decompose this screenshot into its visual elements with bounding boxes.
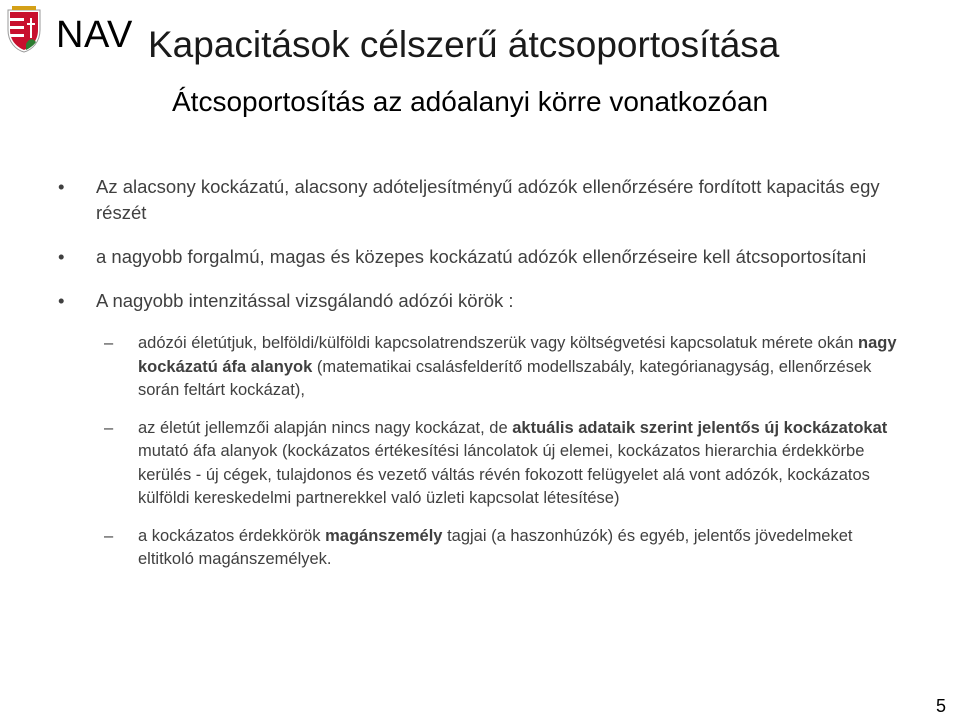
sub-bullet-text: a kockázatos érdekkörök — [138, 526, 326, 545]
bullet-marker: • — [58, 246, 65, 267]
sub-bullet-emphasis: magánszemély — [325, 526, 443, 545]
sub-bullet-text: (matematikai csalásfelderítő modellszabály, kategórianagyság, ellenőrzések során feltárt kockázat), — [138, 357, 872, 399]
sub-list-item — [58, 332, 908, 403]
sub-bullet-text: az életút jellemzői alapján nincs nagy kockázat, de — [138, 418, 513, 437]
bullet-text: Az alacsony kockázatú, alacsony adóteljesítményű adózók ellenőrzésére fordított kapacitás egy részét — [96, 176, 880, 223]
hungarian-coat-of-arms-icon — [4, 4, 44, 54]
sub-bullet-text: mutató áfa alanyok (kockázatos értékesítési láncolatok új elemei, kockázatos hierarchia érdekkörbe kerülés - új cégek, tulajdonos és vezető váltás révén fokozott felügyelet alá vont adózók, kockázatos külföldi kereskedelmi partnerekkel való üzleti kapcsolat létesítése) — [138, 442, 870, 507]
list-item — [58, 174, 918, 226]
sub-list-item — [58, 525, 908, 572]
bullet-marker: • — [58, 290, 65, 311]
page-number: 5 — [935, 696, 946, 716]
dash-marker: – — [104, 526, 114, 545]
list-item — [58, 244, 918, 270]
sub-list-item — [58, 417, 908, 511]
page-subtitle: Átcsoportosítás az adóalanyi körre vonatkozóan — [172, 86, 769, 117]
logo-text: NAV — [56, 14, 133, 56]
sub-bullet-list — [58, 332, 918, 572]
list-item — [58, 288, 918, 314]
bullet-list — [58, 174, 918, 586]
sub-bullet-emphasis: aktuális adataik szerint jelentős új kockázatokat — [512, 418, 888, 437]
sub-bullet-text: tagjai (a haszonhúzók) és egyéb, jelentős jövedelmeket eltitkoló magánszemélyek. — [138, 526, 853, 568]
bullet-marker: • — [58, 176, 65, 197]
dash-marker: – — [104, 334, 114, 352]
page-title: Kapacitások célszerű átcsoportosítása — [148, 24, 780, 65]
sub-bullet-emphasis: nagy kockázatú áfa alanyok — [138, 334, 897, 376]
bullet-text: A nagyobb intenzitással vizsgálandó adózói körök : — [96, 290, 514, 311]
dash-marker: – — [104, 418, 114, 437]
sub-bullet-text: adózói életútjuk, belföldi/külföldi kapcsolatrendszerük vagy költségvetési kapcsolatuk mérete okán — [138, 334, 858, 352]
bullet-text: a nagyobb forgalmú, magas és közepes kockázatú adózók ellenőrzéseire kell átcsoportosítani — [96, 246, 867, 267]
